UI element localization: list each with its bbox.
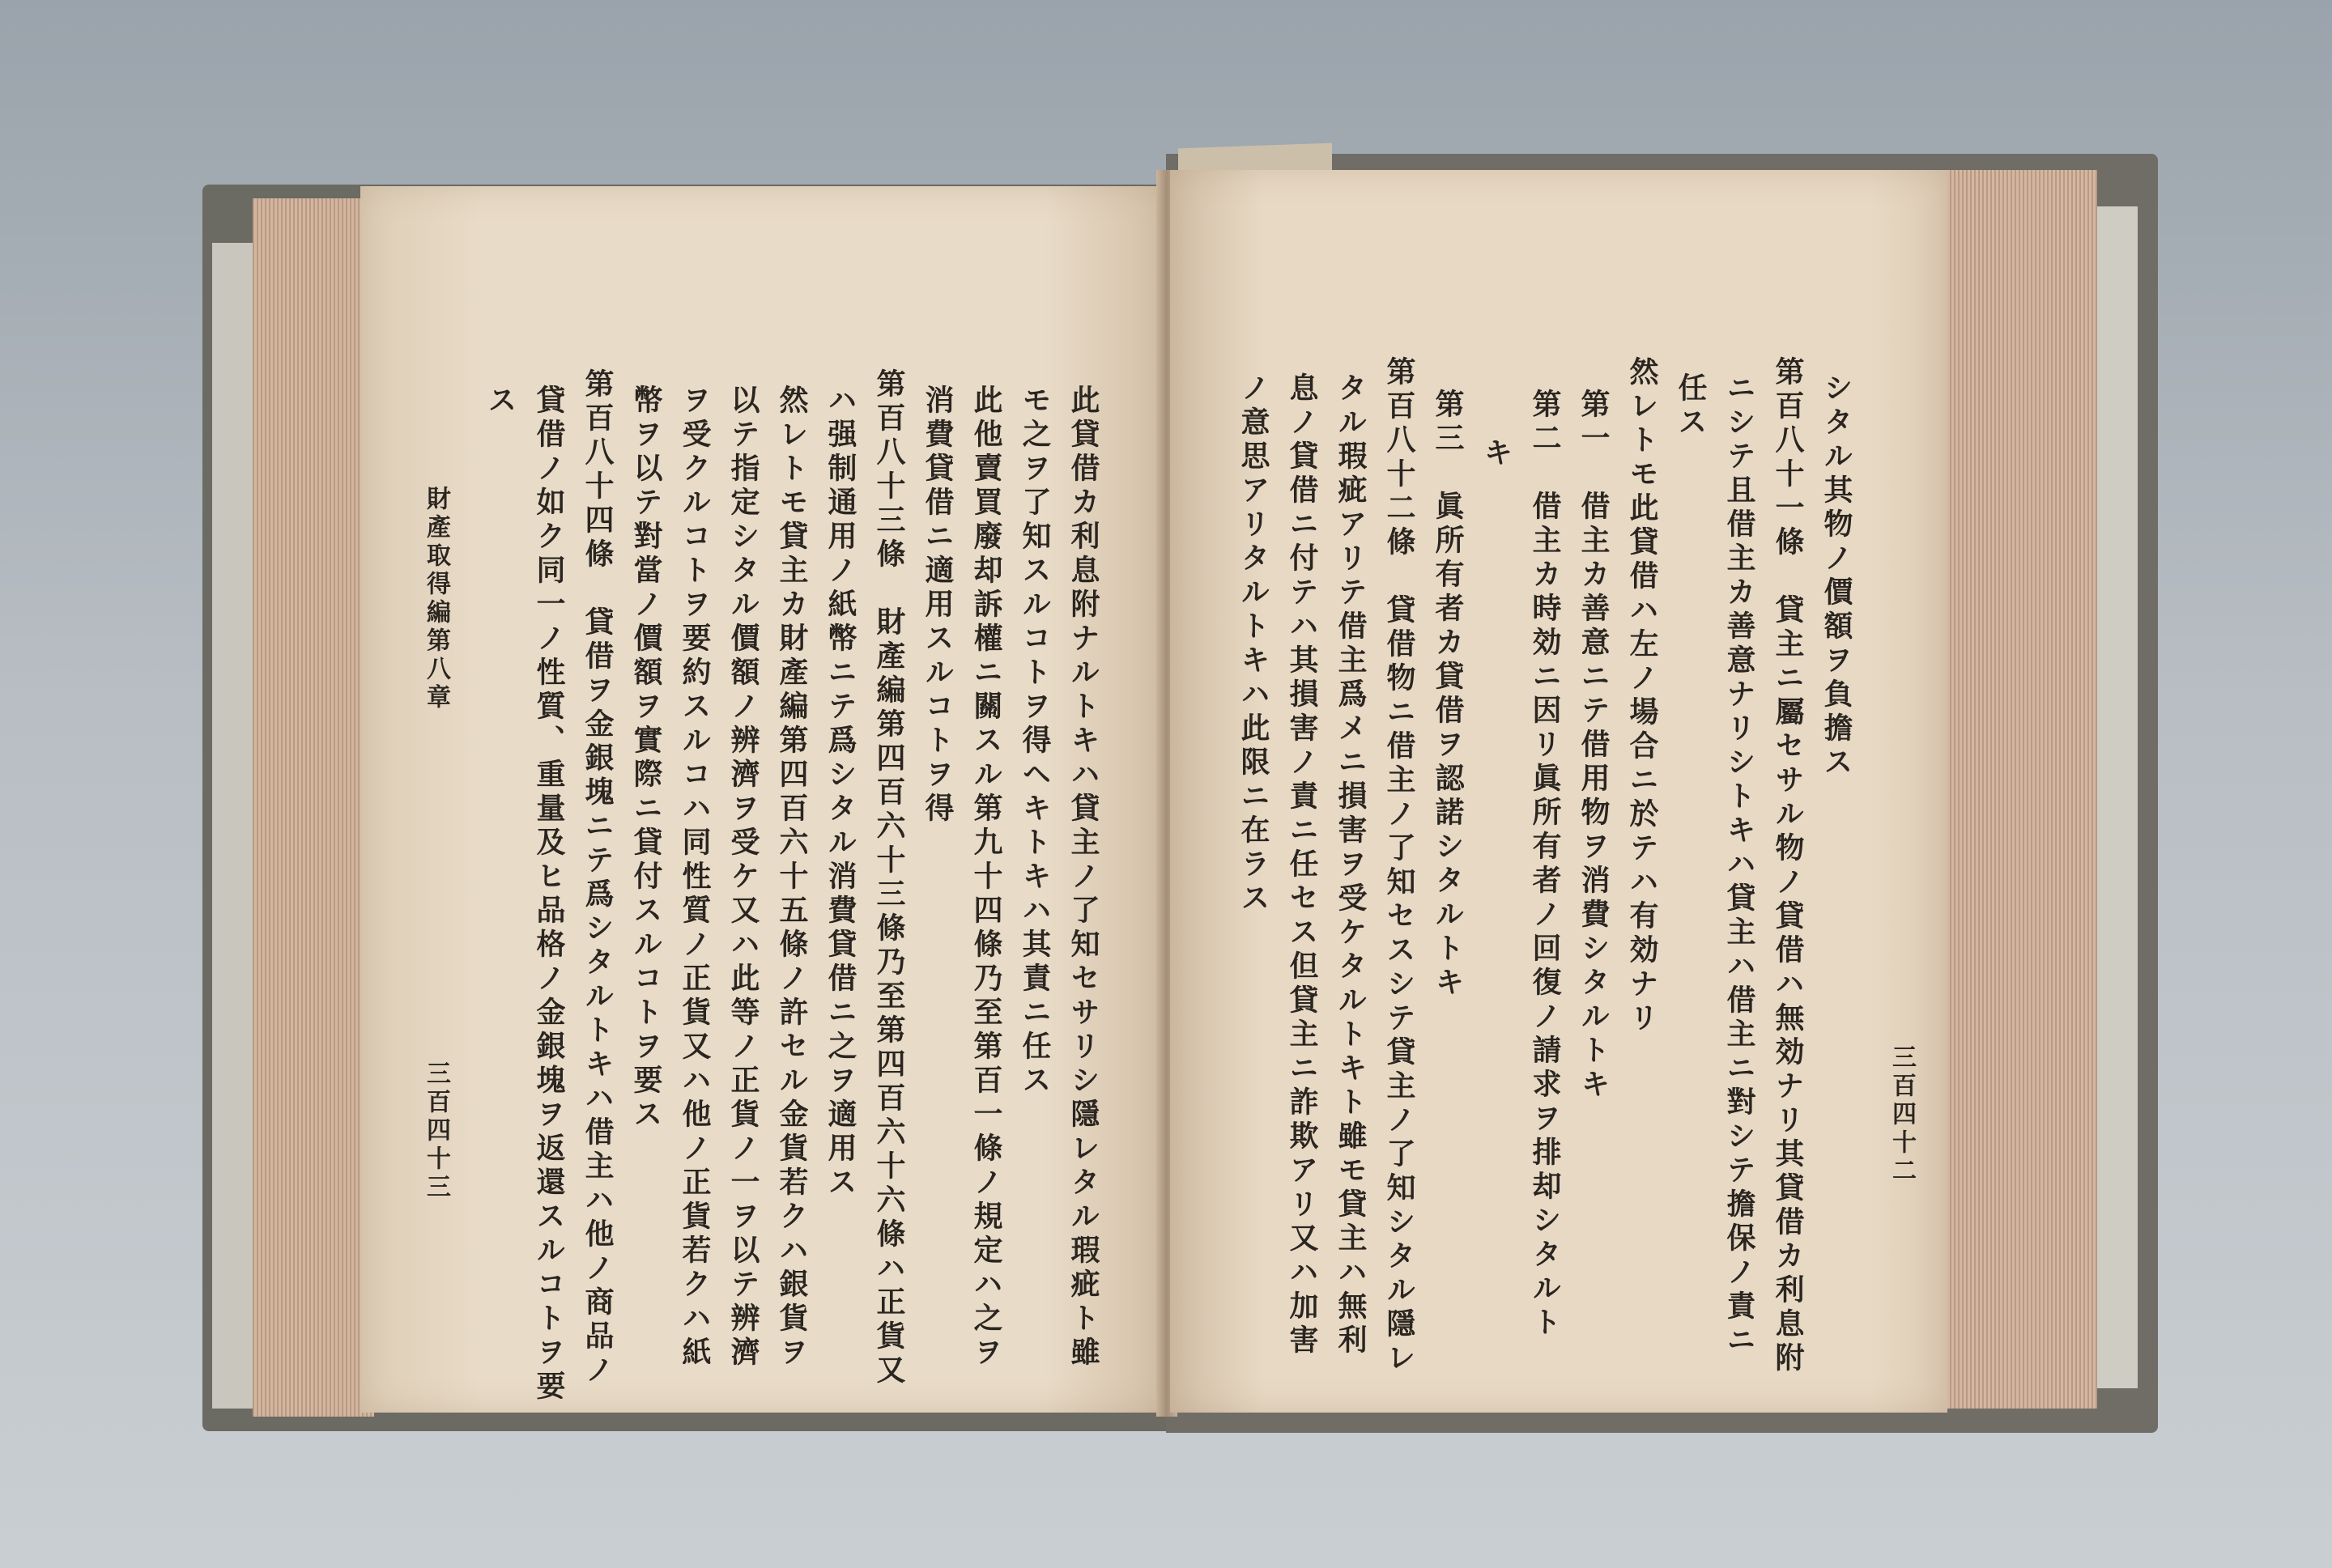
right-page xyxy=(1170,170,1947,1413)
text-line: ハ强制通用ノ紙幣ニテ爲シタル消費貸借ニ之ヲ適用ス xyxy=(823,385,857,1200)
text-line: ノ意思アリタルトキハ此限ニ在ラス xyxy=(1236,372,1270,916)
text-line: キ xyxy=(1479,437,1513,471)
text-line: 第三 眞所有者カ貸借ヲ認諾シタルトキ xyxy=(1431,389,1465,1001)
article-heading: 第百八十一條 貸主ニ屬セサル物ノ貸借ハ無効ナリ其貸借カ利息附 xyxy=(1771,356,1805,1376)
text-line: 然レトモ貸主カ財產編第四百六十五條ノ許セル金貨若クハ銀貨ヲ xyxy=(775,385,809,1370)
article-heading: 第百八十四條 貸借ヲ金銀塊ニテ爲シタルトキハ借主ハ他ノ商品ノ xyxy=(581,368,615,1388)
left-page xyxy=(360,186,1166,1413)
text-line: シタル其物ノ價額ヲ負擔ス xyxy=(1819,372,1853,780)
text-line: ニシテ且借主カ善意ナリシトキハ貸主ハ借主ニ對シテ擔保ノ責ニ xyxy=(1722,372,1756,1358)
page-stack-right xyxy=(1935,170,2097,1409)
page-number-right: 三百四十二 xyxy=(1887,1044,1916,1186)
article-heading: 第百八十三條 財產編第四百六十三條乃至第四百六十六條ハ正貨又 xyxy=(872,368,906,1388)
text-line: 以テ指定シタル價額ノ辨濟ヲ受ケ又ハ此等ノ正貨ノ一ヲ以テ辨濟 xyxy=(726,385,760,1370)
text-line: ス xyxy=(483,385,517,419)
board-edge-right xyxy=(2097,206,2138,1388)
text-line: 第二 借主カ時効ニ因リ眞所有者ノ回復ノ請求ヲ排却シタルト xyxy=(1528,389,1562,1341)
text-line: 消費貸借ニ適用スルコトヲ得 xyxy=(921,385,955,826)
text-line: タル瑕疵アリテ借主爲メニ損害ヲ受ケタルトキト雖モ貸主ハ無利 xyxy=(1334,372,1368,1358)
text-line: 此貸借カ利息附ナルトキハ貸主ノ了知セサリシ隱レタル瑕疵ト雖 xyxy=(1066,385,1100,1370)
text-line: 息ノ貸借ニ付テハ其損害ノ責ニ任セス但貸主ニ詐欺アリ又ハ加害 xyxy=(1285,372,1319,1358)
text-line: 然レトモ此貸借ハ左ノ場合ニ於テハ有効ナリ xyxy=(1625,356,1659,1036)
text-line: ヲ受クルコトヲ要約スルコハ同性質ノ正貨又ハ他ノ正貨若クハ紙 xyxy=(678,385,712,1370)
text-line: 任ス xyxy=(1674,372,1708,440)
article-heading: 第百八十二條 貸借物ニ借主ノ了知セスシテ貸主ノ了知シタル隱レ xyxy=(1382,356,1416,1376)
text-line: 第一 借主カ善意ニテ借用物ヲ消費シタルトキ xyxy=(1577,389,1611,1103)
text-line: モ之ヲ了知スルコトヲ得ヘキトキハ其責ニ任ス xyxy=(1018,385,1052,1098)
page-stack-left xyxy=(253,198,374,1417)
text-line: 貸借ノ如ク同一ノ性質、重量及ヒ品格ノ金銀塊ヲ返還スルコトヲ要 xyxy=(532,385,566,1404)
running-head: 財產取得編第八章 xyxy=(422,486,450,712)
page-number-left: 三百四十三 xyxy=(422,1060,450,1202)
text-line: 此他賣買廢却訴權ニ關スル第九十四條乃至第百一條ノ規定ハ之ヲ xyxy=(969,385,1003,1370)
text-line: 幣ヲ以テ對當ノ價額ヲ實際ニ貸付スルコトヲ要ス xyxy=(629,385,663,1132)
